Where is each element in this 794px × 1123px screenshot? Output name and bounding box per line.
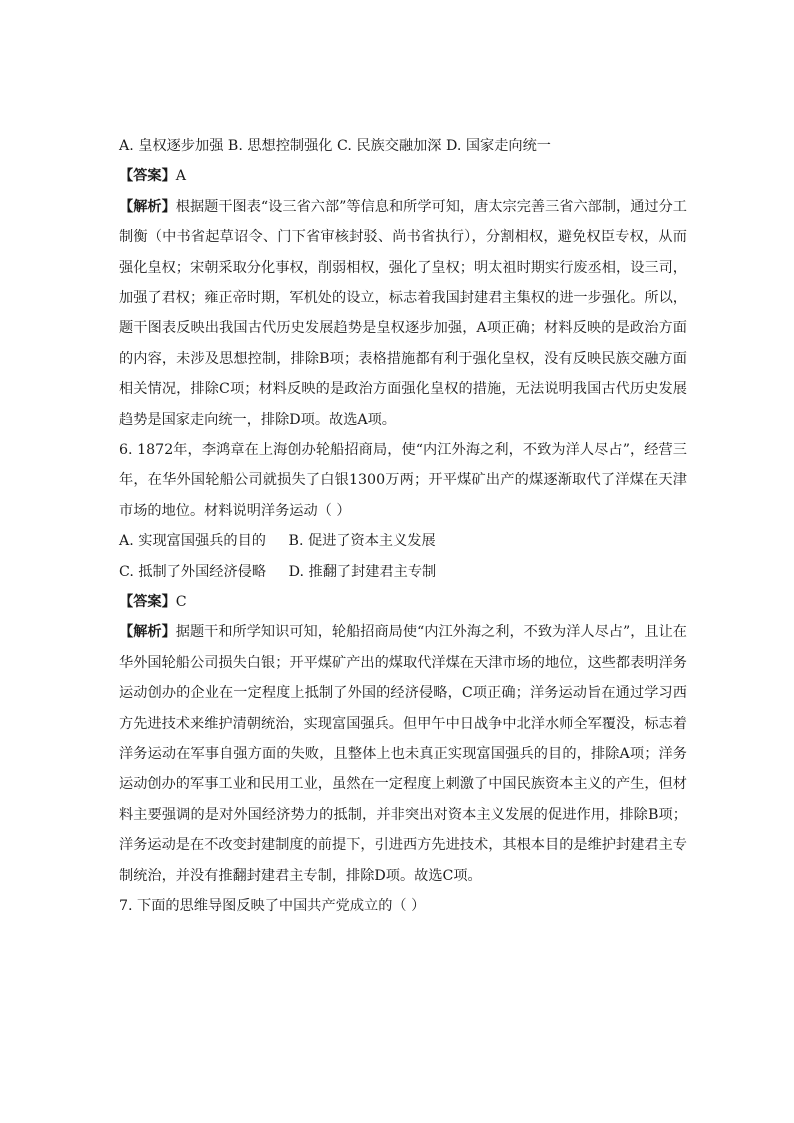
answer-tag: 【答案】 — [119, 168, 176, 185]
q6-option-c: C. 抵制了外国经济侵略 — [119, 563, 267, 580]
q6-options-row-1 — [119, 526, 687, 556]
q5-options: A. 皇权逐步加强 B. 思想控制强化 C. 民族交融加深 D. 国家走向统一 — [119, 138, 551, 154]
q6-option-d: D. 推翻了封建君主专制 — [288, 563, 437, 580]
q6-options-row-2 — [119, 557, 687, 587]
q6-analysis — [119, 617, 687, 891]
q6-option-a: A. 实现富国强兵的目的 — [119, 533, 266, 550]
analysis-tag: 【解析】 — [119, 198, 176, 215]
analysis-text: 据题干和所学知识可知，轮船招商局使“内江外海之利，不致为洋人尽占”，且让在华外国轮船公司损失白银；开平煤矿产出的煤取代洋煤在天津市场的地位，这些都表明洋务运动创办的企业在一定程度上抵制了外国的经济侵略，C项正确；洋务运动旨在通过学习西方先进技术来维护清朝统治，实现富国强兵。但甲午中日战争中北洋水师全军覆没，标志着洋务运动在军事自强方面的失败，且整体上也未真正实现富国强兵的目的，排除A项；洋务运动创办的军事工业和民用工业，虽然在一定程度上刺激了中国民族资本主义的产生，但材料主要强调的是对外国经济势力的抵制，并非突出对资本主义发展的促进作用，排除B项；洋务运动是在不改变封建制度的前提下，引进西方先进技术，其根本目的是维护封建君主专制统治，并没有推翻封建君主专制，排除D项。故选C项。 — [119, 624, 687, 884]
q5-answer — [119, 161, 687, 191]
analysis-tag: 【解析】 — [119, 624, 176, 641]
answer-value: A — [175, 168, 187, 185]
q5-analysis — [119, 192, 687, 435]
document-body — [119, 131, 687, 921]
analysis-text: 根据题干图表“设三省六部”等信息和所学可知，唐太宗完善三省六部制，通过分工制衡（中书省起草诏令、门下省审核封驳、尚书省执行），分割相权，避免权臣专权，从而强化皇权；宋朝采取分化事权，削弱相权，强化了皇权；明太祖时期实行废丞相，设三司，加强了君权；雍正帝时期，军机处的设立，标志着我国封建君主集权的进一步强化。所以，题干图表反映出我国古代历史发展趋势是皇权逐步加强，A项正确；材料反映的是政治方面的内容，未涉及思想控制，排除B项；表格措施都有利于强化皇权，没有反映民族交融方面相关情况，排除C项；材料反映的是政治方面强化皇权的措施，无法说明我国古代历史发展趋势是国家走向统一，排除D项。故选A项。 — [119, 198, 687, 428]
q6-option-b: B. 促进了资本主义发展 — [288, 533, 436, 550]
answer-tag: 【答案】 — [119, 594, 176, 611]
q6-answer — [119, 587, 687, 617]
q7-stem: 7. 下面的思维导图反映了中国共产党成立的（ ） — [119, 898, 426, 915]
answer-value: C — [175, 594, 187, 611]
q6-stem: 6. 1872年，李鸿章在上海创办轮船招商局，使“内江外海之利，不致为洋人尽占”，经营三年，在华外国轮船公司就损失了白银1300万两；开平煤矿出产的煤逐渐取代了洋煤在天津市场的地位。材料说明洋务运动（ ） — [119, 442, 687, 519]
